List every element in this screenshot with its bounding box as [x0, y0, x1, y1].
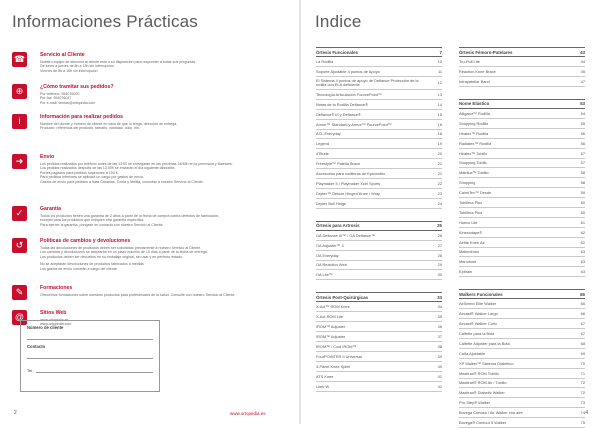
client-number-label: Número de cliente [27, 325, 64, 330]
entry-name: Soporte Ajustable 4 puntos de Apoyo [316, 69, 380, 75]
info-block-line[interactable]: www.ortopedia.com [40, 322, 72, 327]
info-block [12, 114, 294, 131]
index-entry[interactable] [459, 139, 585, 149]
entry-page: 57 [580, 160, 585, 166]
contact-label: Contacto [27, 344, 46, 349]
index-entry[interactable] [316, 322, 442, 332]
info-block-line: Los gastos de envío correrán a cargo del cliente. [40, 266, 118, 271]
index-entry[interactable] [459, 388, 585, 398]
info-block-title: Garantía [40, 206, 62, 212]
info-block-title: Servicio al Cliente [40, 52, 85, 58]
index-entry[interactable] [459, 408, 585, 418]
entry-name: Epitrain [459, 269, 473, 275]
entry-page: 35 [437, 314, 442, 320]
section-title: Walkers Funcionales [459, 291, 503, 297]
entry-name: La Rodilla [316, 59, 334, 65]
index-entry[interactable] [459, 188, 585, 198]
entry-page: 30 [437, 272, 442, 278]
index-entry[interactable] [316, 342, 442, 352]
entry-name: El Sistema 4 puntos de apoyo de Defiance Protección de la rodilla con ELA deficiente [316, 78, 419, 87]
entry-page: 60 [580, 200, 585, 205]
entry-page: 23 [437, 190, 442, 196]
info-block-line: Los pedidos realizados por teléfono antes de las 13:00 se entregarán en las próximas 24/48h en la península y Baleares. [40, 161, 233, 166]
entry-page: 29 [437, 262, 442, 268]
index-entry[interactable] [316, 241, 442, 251]
entry-page: 58 [580, 180, 585, 186]
entry-name: ATS Knee [316, 373, 334, 379]
entry-page: 19 [437, 141, 442, 147]
entry-name: Armor™ Standard y Armor™ FourcePoint™ [316, 121, 392, 127]
entry-name: IROM™ Adjuster [316, 334, 346, 340]
entry-page: 34 [437, 304, 442, 310]
entry-page: 57 [580, 150, 585, 156]
cart-icon: ⊕ [12, 84, 27, 99]
entry-page: 38 [437, 343, 442, 349]
index-entry[interactable] [316, 67, 442, 77]
page-title: Informaciones Prácticas [12, 12, 199, 31]
entry-page: 24 [437, 200, 442, 206]
entry-name: Playmaker II / Playmaker Xcel Sports [316, 180, 381, 186]
graduation-icon: ✎ [12, 285, 27, 300]
entry-name: Pro-Step® Walker [459, 400, 491, 406]
entry-name: 4-Panel Knee Splint [316, 363, 351, 369]
index-section [459, 47, 585, 87]
entry-page: 37 [437, 334, 442, 340]
entry-name: Infrapatellar Band [459, 78, 490, 84]
entry-name: Hiratex™ Rodilla [459, 130, 489, 136]
index-entry[interactable] [316, 159, 442, 169]
entry-name: Aircast® Walker Corto [459, 321, 498, 327]
index-title: Indice [315, 12, 362, 31]
index-section-heading[interactable] [459, 289, 585, 299]
entry-page: 27 [437, 242, 442, 248]
index-entry[interactable] [459, 67, 585, 77]
section-title: Órtesis Funcionales [316, 49, 358, 55]
entry-page: 66 [580, 311, 585, 317]
entry-page: 54 [580, 110, 585, 116]
index-entry[interactable] [316, 100, 442, 110]
info-block-line: Portes pagados para pedidos superiores a 150 €. [40, 170, 119, 175]
index-entry[interactable] [459, 329, 585, 339]
entry-page: 12 [437, 80, 442, 86]
entry-page: 63 [580, 259, 585, 265]
entry-page: 68 [580, 340, 585, 346]
entry-page: 44 [580, 59, 585, 65]
entry-page: 13 [437, 91, 442, 97]
index-entry[interactable] [316, 130, 442, 140]
info-block-line: Por fax: 954076047 [40, 96, 72, 101]
index-entry[interactable] [316, 261, 442, 271]
section-title: Órtesis Fémoro-Patelares [459, 49, 513, 55]
index-entry[interactable] [459, 77, 585, 87]
entry-name: Malleotrons [459, 249, 480, 255]
index-entry[interactable] [459, 159, 585, 169]
entry-name: Accesorios para rodilleras de Epicóndilo [316, 171, 386, 177]
info-block-title: Políticas de cambios y devoluciones [40, 238, 131, 244]
info-block [12, 238, 294, 271]
entry-page: 67 [580, 321, 585, 327]
index-entry[interactable] [316, 362, 442, 372]
entry-name: Reaction Knee Brace [459, 69, 496, 75]
index-entry[interactable] [316, 77, 442, 90]
index-entry[interactable] [459, 57, 585, 67]
entry-page: 59 [580, 190, 585, 196]
entry-page: 72 [580, 380, 585, 386]
truck-icon: ➜ [12, 154, 27, 169]
entry-name: Calfette para la Bota [459, 330, 495, 336]
entry-page: 62 [580, 239, 585, 245]
index-column-1 [316, 47, 442, 392]
info-block [12, 84, 294, 105]
section-page: 7 [439, 49, 442, 55]
entry-page: 11 [437, 69, 442, 75]
index-section [316, 47, 442, 209]
info-block-line: Por e-mail: ventas@ortopedia.com [40, 100, 96, 105]
index-entry[interactable] [459, 379, 585, 389]
index-entry[interactable] [459, 129, 585, 139]
entry-name: Limb W [316, 383, 330, 389]
index-entry[interactable] [316, 139, 442, 149]
entry-page: 41 [437, 383, 442, 389]
index-entry[interactable] [459, 178, 585, 188]
entry-name: Maxitrax® ROM Air / Tobillo [459, 380, 507, 386]
index-section [459, 99, 585, 277]
page-number-left: 2 [14, 410, 17, 416]
entry-name: Hiratex™ Tobillo [459, 150, 488, 156]
info-block-line: Nombre del cliente y número de cliente en caso de que lo tenga, dirección de entrega. [40, 121, 178, 126]
entry-page: 61 [580, 219, 585, 225]
right-page [301, 0, 600, 424]
entry-name: Bovega Cortoso / Air Walker con aire [459, 410, 523, 416]
entry-page: 58 [580, 170, 585, 176]
index-entry[interactable] [316, 332, 442, 342]
entry-name: Drytex™ Deluxe Hinged Knee / Wrap [316, 190, 381, 196]
index-entry[interactable] [316, 231, 442, 241]
entry-name: OA Lite™ [316, 272, 333, 278]
entry-name: Radiatex™ Rodilla [459, 140, 492, 146]
index-section-heading[interactable] [459, 47, 585, 57]
entry-name: OA Reaction Web [316, 262, 347, 268]
entry-page: 40 [437, 363, 442, 369]
shield-icon: ✓ [12, 206, 27, 221]
index-entry[interactable] [316, 270, 442, 280]
index-entry[interactable] [316, 302, 442, 312]
footer-url[interactable]: www.ortopedia.es [230, 411, 266, 416]
entry-name: Manutone [459, 259, 477, 265]
index-entry[interactable] [316, 372, 442, 382]
entry-name: Caña Ajustable [459, 350, 486, 356]
entry-name: X-Act™ ROM Knee [316, 304, 350, 310]
index-section [459, 289, 585, 428]
entry-name: OA Defiance III™ / OA Defiance™ [316, 232, 376, 238]
entry-page: 15 [437, 111, 442, 117]
index-section-heading[interactable] [316, 221, 442, 231]
index-entry[interactable] [316, 110, 442, 120]
info-block [12, 206, 294, 227]
info-block-line: De lunes a jueves de 8h a 18h sin interrupción [40, 64, 114, 69]
entry-page: 69 [580, 350, 585, 356]
entry-page: 74 [580, 410, 585, 416]
entry-name: Matrilux™ Tobillo [459, 170, 489, 176]
entry-name: Legend [316, 141, 329, 147]
index-section-heading[interactable] [316, 292, 442, 302]
entry-name: ACL Everyday [316, 131, 341, 137]
section-title: Órtesis para Artrosis [316, 223, 360, 229]
index-entry[interactable] [316, 169, 442, 179]
index-entry[interactable] [316, 251, 442, 261]
entry-name: Tobillera Plus [459, 209, 483, 215]
index-entry[interactable] [459, 238, 585, 248]
info-block-line: Gastos de envío para pedidos a Islas Canarias, Ceuta y Melilla, consultar a nuestro Servicio al Cliente. [40, 179, 204, 184]
index-section-heading[interactable] [316, 47, 442, 57]
info-block-line: Por teléfono: 954076000 [40, 91, 80, 96]
entry-page: 47 [580, 78, 585, 84]
tel-label: Tel. [27, 368, 34, 373]
entry-page: 63 [580, 249, 585, 255]
entry-page: 21 [437, 171, 442, 177]
entry-page: 73 [580, 400, 585, 406]
info-block-title: Formaciones [40, 285, 73, 291]
index-entry[interactable] [316, 189, 442, 199]
return-icon: ↺ [12, 238, 27, 253]
info-block-line: Para pedidos inferiores se aplicará un cargo por gastos de envío. [40, 175, 144, 180]
index-section [316, 221, 442, 281]
entry-page: 72 [580, 390, 585, 396]
section-page: 25 [437, 223, 442, 229]
entry-page: 67 [580, 330, 585, 336]
entry-page: 28 [437, 252, 442, 258]
index-entry[interactable] [316, 90, 442, 100]
contact-box [20, 320, 160, 392]
entry-page: 26 [437, 232, 442, 238]
index-entry[interactable] [459, 257, 585, 267]
entry-page: 60 [580, 209, 585, 215]
entry-name: Alligator™ Rodilla [459, 110, 490, 116]
section-page: 65 [580, 291, 585, 297]
web-icon: @ [12, 310, 27, 325]
index-entry[interactable] [316, 149, 442, 159]
entry-page: 63 [580, 269, 585, 275]
entry-name: Tru-Pull Lite [459, 59, 480, 65]
entry-name: Calfette Adjuster para la Bota [459, 340, 510, 346]
info-icon: i [12, 114, 27, 129]
index-entry[interactable] [459, 228, 585, 238]
index-entry[interactable] [316, 382, 442, 392]
index-section [316, 292, 442, 391]
entry-name: Kinesiotape® [459, 229, 483, 235]
index-entry[interactable] [316, 352, 442, 362]
index-entry[interactable] [459, 149, 585, 159]
page-number-right: 4 [585, 410, 588, 416]
entry-name: CalmiTex™ Desde [459, 190, 492, 196]
section-page: 33 [437, 294, 442, 300]
entry-name: Freestyle™ Patella Brace [316, 161, 361, 167]
info-block [12, 154, 294, 184]
entry-name: Shopping Rodilla [459, 120, 489, 126]
entry-page: 14 [437, 101, 442, 107]
index-entry[interactable] [459, 218, 585, 228]
entry-name: XP Walker™ Sistema Diabético [459, 360, 514, 366]
index-entry[interactable] [459, 359, 585, 369]
entry-name: IROM™ / Cool IROM™ [316, 343, 357, 349]
index-entry[interactable] [459, 418, 585, 428]
entry-page: 39 [437, 353, 442, 359]
section-title: Órtesis Post-Quirúrgicas [316, 294, 368, 300]
info-block-line: No se aceptarán devoluciones de productos fabricados a medida. [40, 262, 145, 267]
entry-page: 36 [437, 324, 442, 330]
info-block-line: Los cambios y devoluciones se aceptarán en un plazo máximo de 15 días a partir de la fecha de entrega. [40, 250, 208, 255]
index-entry[interactable] [459, 119, 585, 129]
entry-name: Aircast® Walker Largo [459, 311, 498, 317]
info-block-line[interactable]: www.ortopedia.es [40, 317, 69, 322]
info-block-title: Información para realizar pedidos [40, 114, 124, 120]
info-block-line: excepto para los productos que indiquen otra garantía específica. [40, 218, 145, 223]
entry-name: Bovega® Contour II Walker [459, 420, 507, 425]
entry-page: 66 [580, 301, 585, 307]
entry-page: 10 [437, 59, 442, 65]
info-block-title: ¿Cómo tramitar sus pedidos? [40, 84, 114, 90]
client-number-field[interactable] [27, 330, 153, 340]
index-entry[interactable] [459, 339, 585, 349]
entry-name: Shopping Tobillo [459, 160, 488, 166]
entry-page: 62 [580, 229, 585, 235]
index-entry[interactable] [459, 109, 585, 119]
index-entry[interactable] [459, 369, 585, 379]
index-entry[interactable] [459, 198, 585, 208]
index-entry[interactable] [316, 179, 442, 189]
section-title: Nome Elástico [459, 101, 490, 107]
entry-page: 16 [437, 131, 442, 137]
phone-icon: ☎ [12, 52, 27, 67]
entry-page: 21 [437, 161, 442, 167]
entry-page: 20 [437, 151, 442, 157]
entry-name: X-Act ROM Lite [316, 314, 344, 320]
contact-field[interactable] [27, 349, 153, 359]
entry-page: 55 [580, 120, 585, 126]
entry-name: Drytex Bull Hinge [316, 200, 347, 206]
entry-page: 75 [580, 420, 585, 425]
index-entry[interactable] [459, 309, 585, 319]
info-block-line: Viernes de 8h a 16h sin interrupción [40, 68, 98, 73]
info-block-line: Los productos deben ser devueltos en su embalaje original, sin usar y en perfecto estado. [40, 254, 184, 259]
index-entry[interactable] [459, 248, 585, 258]
entry-name: Maxitrax® Diabetic Walker [459, 390, 505, 396]
info-block-line: Todas las devoluciones de productos deben ser solicitadas previamente a nuestro Servicio al Cliente. [40, 245, 202, 250]
entry-page: 41 [437, 373, 442, 379]
section-page: 53 [580, 101, 585, 107]
entry-name: FourPOINTER II Universal [316, 353, 362, 359]
entry-name: Maxitrax® ROM Tobillo [459, 370, 499, 376]
index-entry[interactable] [459, 319, 585, 329]
entry-name: Hueco Lite [459, 219, 478, 225]
index-section-heading[interactable] [459, 99, 585, 109]
info-block-line: Nuestro equipo de atención al cliente está a su disposición para responder a todas sus preguntas. [40, 59, 197, 64]
info-block-line: Todos los productos tienen una garantía de 2 años a partir de la fecha de compra contra defectos de fabricación, [40, 213, 220, 218]
info-block-title: Sitios Web [40, 310, 67, 316]
entry-page: 45 [580, 69, 585, 75]
entry-name: Tobillera Plus [459, 200, 483, 205]
index-entry[interactable] [316, 312, 442, 322]
info-block [12, 285, 294, 297]
index-entry[interactable] [459, 267, 585, 277]
entry-page: 71 [580, 370, 585, 376]
index-entry[interactable] [459, 349, 585, 359]
index-entry[interactable] [459, 299, 585, 309]
entry-page: 16 [437, 121, 442, 127]
tel-field[interactable] [36, 363, 153, 373]
info-block-title: Envío [40, 154, 55, 160]
info-block-line: Para ejercer la garantía, póngase en contacto con nuestro Servicio al Cliente. [40, 222, 164, 227]
entry-page: 22 [437, 180, 442, 186]
entry-name: OA Everyday [316, 252, 339, 258]
entry-name: Shopping [459, 180, 476, 186]
entry-name: IROM™ Adjuster [316, 324, 346, 330]
entry-name: Airtite Knee Air [459, 239, 485, 245]
entry-name: Notas de la Rodilla Defiance® [316, 101, 368, 107]
info-block-line: Los pedidos realizados después de las 13:00h se enviarán el día siguiente laborable. [40, 166, 176, 171]
left-page [0, 0, 299, 424]
index-entry[interactable] [459, 168, 585, 178]
index-column-2 [459, 47, 585, 428]
info-block-line: Producto: referencia del producto, tamaño, cantidad, color, etc. [40, 126, 141, 131]
entry-name: Tecnología Articulación FourcePoint™ [316, 91, 382, 97]
section-page: 43 [580, 49, 585, 55]
entry-page: 70 [580, 360, 585, 366]
info-block-line: Ofrecemos formaciones sobre nuestros productos para profesionales de la salud. Consulte con nuestro Servicio al Cliente. [40, 292, 236, 297]
entry-name: 4Titude [316, 151, 329, 157]
index-entry[interactable] [316, 199, 442, 209]
entry-name: OA Adjuster™ 3 [316, 242, 344, 248]
index-entry[interactable] [459, 398, 585, 408]
index-entry[interactable] [316, 120, 442, 130]
index-entry[interactable] [459, 208, 585, 218]
entry-name: Defiance® III y Defiance® [316, 111, 361, 117]
index-entry[interactable] [316, 57, 442, 67]
entry-name: AirSelect Elite Walker [459, 301, 497, 307]
info-block [12, 52, 294, 73]
entry-page: 56 [580, 130, 585, 136]
entry-page: 56 [580, 140, 585, 146]
